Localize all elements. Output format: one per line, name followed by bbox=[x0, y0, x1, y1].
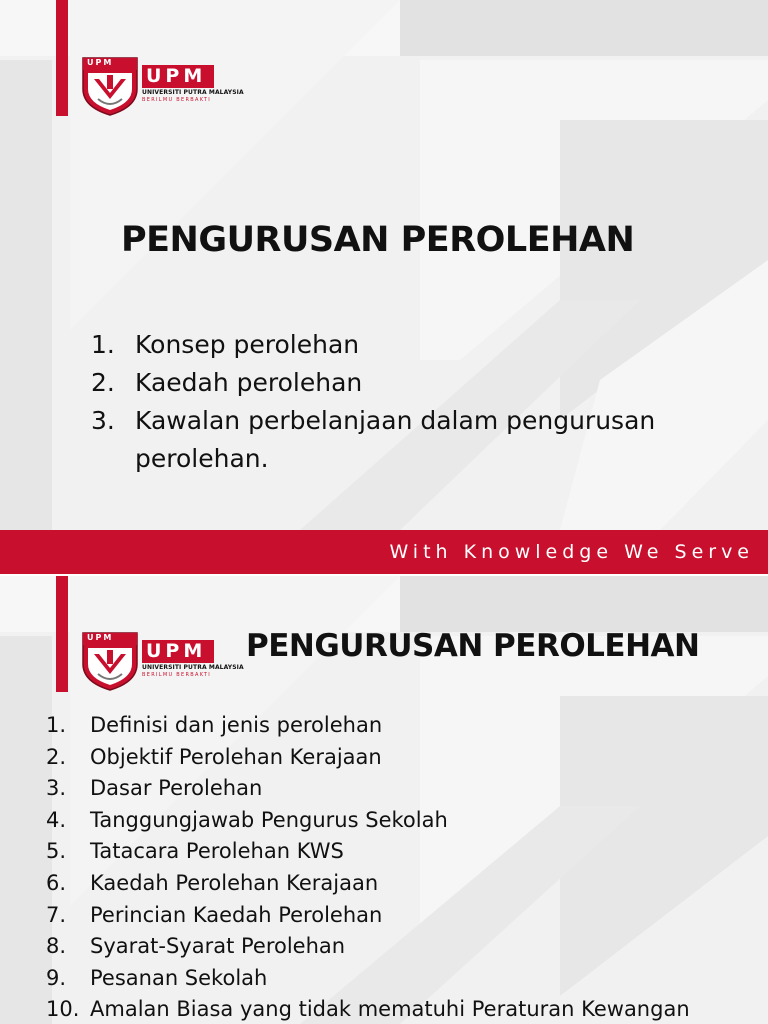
footer-banner bbox=[0, 530, 768, 576]
list-item-number: 3. bbox=[46, 776, 67, 801]
slide-title: PENGURUSAN PEROLEHAN bbox=[121, 220, 635, 260]
list-item-text: Kawalan perbelanjaan dalam pengurusan perolehan. bbox=[135, 406, 656, 473]
list-item-text: Dasar Perolehan bbox=[90, 776, 263, 801]
list-item-text: Perincian Kaedah Perolehan bbox=[90, 902, 383, 927]
list-item-number: 1. bbox=[91, 330, 115, 359]
list-item-text: Tatacara Perolehan KWS bbox=[90, 839, 344, 864]
logo-motto: BERILMU BERBAKTI bbox=[142, 97, 212, 103]
logo-university-name: UNIVERSITI PUTRA MALAYSIA bbox=[142, 664, 244, 671]
slide-2 bbox=[0, 576, 768, 1024]
list-item-text: Tanggungjawab Pengurus Sekolah bbox=[90, 807, 448, 832]
list-item-number: 5. bbox=[46, 839, 67, 864]
list-item-text: Objektif Perolehan Kerajaan bbox=[90, 744, 382, 769]
list-item-text: Kaedah Perolehan Kerajaan bbox=[90, 870, 379, 895]
list-item-number: 10. bbox=[46, 997, 80, 1022]
list-item-text: Amalan Biasa yang tidak mematuhi Peraturan Kewangan bbox=[90, 997, 690, 1022]
list-item-text: Definisi dan jenis perolehan bbox=[90, 713, 383, 737]
list-item bbox=[91, 364, 711, 402]
list-item-number: 4. bbox=[46, 807, 67, 832]
list-item bbox=[46, 900, 766, 932]
list-item bbox=[46, 868, 766, 900]
list-item bbox=[46, 773, 766, 805]
logo-wordmark-text: UPM bbox=[146, 640, 207, 662]
logo-motto: BERILMU BERBAKTI bbox=[142, 672, 212, 678]
list-item bbox=[46, 963, 766, 995]
logo-university-name: UNIVERSITI PUTRA MALAYSIA bbox=[142, 89, 244, 96]
upm-logo bbox=[80, 630, 244, 692]
list-item bbox=[91, 402, 711, 478]
topic-list bbox=[91, 326, 711, 478]
list-item bbox=[46, 931, 766, 963]
crest-label: UPM bbox=[87, 58, 114, 67]
list-item-number: 2. bbox=[46, 744, 67, 769]
logo-wordmark-text: UPM bbox=[146, 65, 207, 87]
list-item bbox=[46, 710, 766, 742]
list-item-text: Kaedah perolehan bbox=[135, 368, 363, 397]
footer-slogan: With Knowledge We Serve bbox=[389, 541, 754, 563]
list-item-number: 8. bbox=[46, 934, 67, 959]
list-item-number: 9. bbox=[46, 965, 67, 990]
crest-label: UPM bbox=[87, 633, 114, 642]
list-item-number: 7. bbox=[46, 902, 67, 927]
list-item-number: 3. bbox=[91, 406, 115, 435]
list-item-number: 1. bbox=[46, 713, 67, 737]
list-item-text: Pesanan Sekolah bbox=[90, 965, 268, 990]
list-item-text: Syarat-Syarat Perolehan bbox=[90, 934, 346, 959]
list-item bbox=[91, 326, 711, 364]
list-item-text: Konsep perolehan bbox=[135, 330, 360, 359]
topic-list bbox=[46, 710, 766, 1024]
list-item bbox=[46, 742, 766, 774]
list-item bbox=[46, 836, 766, 868]
list-item bbox=[46, 805, 766, 837]
list-item-number: 2. bbox=[91, 368, 115, 397]
slide-title: PENGURUSAN PEROLEHAN bbox=[246, 628, 700, 664]
accent-bar bbox=[56, 576, 68, 692]
list-item-number: 6. bbox=[46, 870, 67, 895]
list-item bbox=[46, 994, 766, 1024]
accent-bar bbox=[56, 0, 68, 116]
upm-logo bbox=[80, 55, 244, 117]
